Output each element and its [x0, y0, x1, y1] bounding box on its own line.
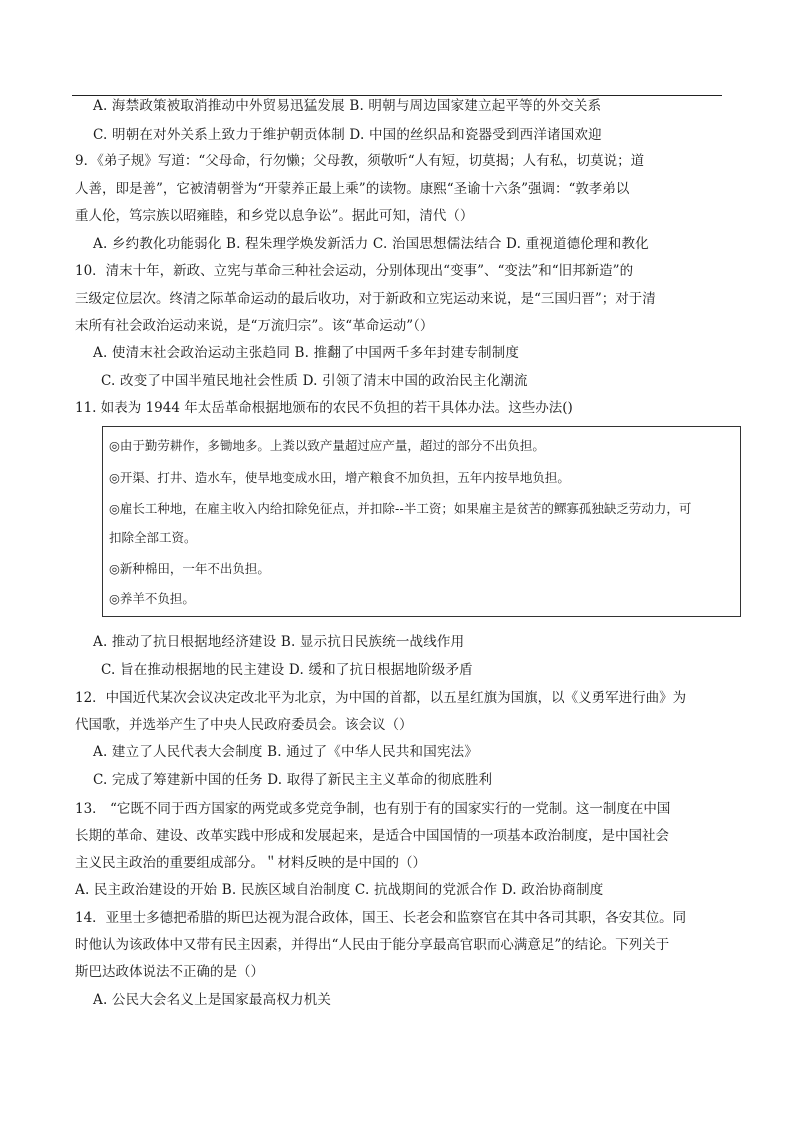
q10-stem-line-2: 三级定位层次。终清之际革命运动的最后收功，对于新政和立宪运动来说，是“三国归晋”；对于清 — [75, 291, 656, 307]
q14-options-line-1: A. 公民大会名义上是国家最高权力机关 — [93, 992, 332, 1008]
q14-stem-line-2: 时他认为该政体中又带有民主因素，并得出“人民由于能分享最高官职而心满意足”的结论。下列关于 — [75, 937, 670, 953]
q11-table-row-3: ◎雇长工种地，在雇主收入内给扣除免征点，并扣除--半工资；如果雇主是贫苦的鳏寡孤独缺乏劳动力，可 — [109, 501, 692, 516]
q11-table-row-4: 扣除全部工资。 — [109, 530, 197, 545]
q10-options-line-1: A. 使清末社会政治运动主张趋同 B. 推翻了中国两千多年封建专制制度 — [93, 345, 520, 361]
prev-options-line-2: C. 明朝在对外关系上致力于维护朝贡体制 D. 中国的丝织品和瓷器受到西洋诸国欢迎 — [93, 127, 602, 143]
q11-table-row-2: ◎开渠、打井、造水车，使旱地变成水田，增产粮食不加负担，五年内按旱地负担。 — [109, 470, 570, 485]
q9-stem-line-2: 人善，即是善”，它被清朝誉为“开蒙养正最上乘”的读物。康熙“圣谕十六条”强调：“敦孝弟以 — [75, 181, 630, 197]
q10-stem-line-1: 10．清末十年，新政、立宪与革命三种社会运动，分别体现出“变事”、“变法”和“旧邦新造”的 — [75, 263, 634, 279]
q11-table-row-1: ◎由于勤劳耕作，多锄地多。上粪以致产量超过应产量，超过的部分不出负担。 — [109, 438, 545, 453]
q12-stem-line-2: 代国歌，并选举产生了中央人民政府委员会。该会议（） — [75, 717, 413, 733]
q14-stem-line-1: 14．亚里士多德把希腊的斯巴达视为混合政体，国王、长老会和监察官在其中各司其职，各安其位。同 — [75, 910, 687, 926]
q11-table — [102, 426, 741, 617]
q13-stem-line-1: 13． “它既不同于西方国家的两党或多党竞争制，也有别于有的国家实行的一党制。这一制度在中国 — [75, 801, 671, 817]
q11-stem-line-1: 11. 如表为 1944 年太岳革命根据地颁布的农民不负担的若干具体办法。这些办法() — [75, 400, 573, 416]
q9-options: A. 乡约教化功能弱化 B. 程朱理学焕发新活力 C. 治国思想儒法结合 D. 重视道德伦理和教化 — [93, 236, 649, 252]
q13-options: A. 民主政治建设的开始 B. 民族区域自治制度 C. 抗战期间的党派合作 D. 政治协商制度 — [75, 882, 604, 898]
q12-options-line-2: C. 完成了筹建新中国的任务 D. 取得了新民主主义革命的彻底胜利 — [93, 772, 493, 788]
q9-stem-line-3: 重人伦，笃宗族以昭雍睦，和乡党以息争讼”。据此可知，清代（） — [75, 208, 474, 224]
q11-table-row-5: ◎新种棉田，一年不出负担。 — [109, 561, 270, 576]
q13-stem-line-3: 主义民主政治的重要组成部分。＂材料反映的是中国的（） — [75, 855, 426, 871]
q13-stem-line-2: 长期的革命、建设、改革实践中形成和发展起来，是适合中国国情的一项基本政治制度，是中国社会 — [75, 828, 669, 844]
q11-options-line-1: A. 推动了抗日根据地经济建设 B. 显示抗日民族统一战线作用 — [93, 634, 465, 650]
q14-stem-line-3: 斯巴达政体说法不正确的是（） — [75, 964, 264, 980]
q11-options-line-2: C. 旨在推动根据地的民主建设 D. 缓和了抗日根据地阶级矛盾 — [101, 662, 473, 678]
q12-options-line-1: A. 建立了人民代表大会制度 B. 通过了《中华人民共和国宪法》 — [93, 744, 479, 760]
q10-stem-line-3: 末所有社会政治运动来说，是“万流归宗”。该“革命运动”（） — [75, 318, 434, 334]
prev-options-line-1: A. 海禁政策被取消推动中外贸易迅猛发展 B. 明朝与周边国家建立起平等的外交关系 — [93, 98, 602, 114]
q11-table-row-6: ◎养羊不负担。 — [109, 591, 195, 606]
q12-stem-line-1: 12．中国近代某次会议决定改北平为北京，为中国的首都，以五星红旗为国旗，以《义勇军进行曲》为 — [75, 690, 687, 706]
q10-options-line-2: C. 改变了中国半殖民地社会性质 D. 引领了清末中国的政治民主化潮流 — [101, 373, 528, 389]
q9-stem-line-1: 9．《弟子规》写道：“父母命，行勿懒；父母教，须敬听“人有短，切莫揭；人有私，切莫说；道 — [75, 153, 645, 169]
